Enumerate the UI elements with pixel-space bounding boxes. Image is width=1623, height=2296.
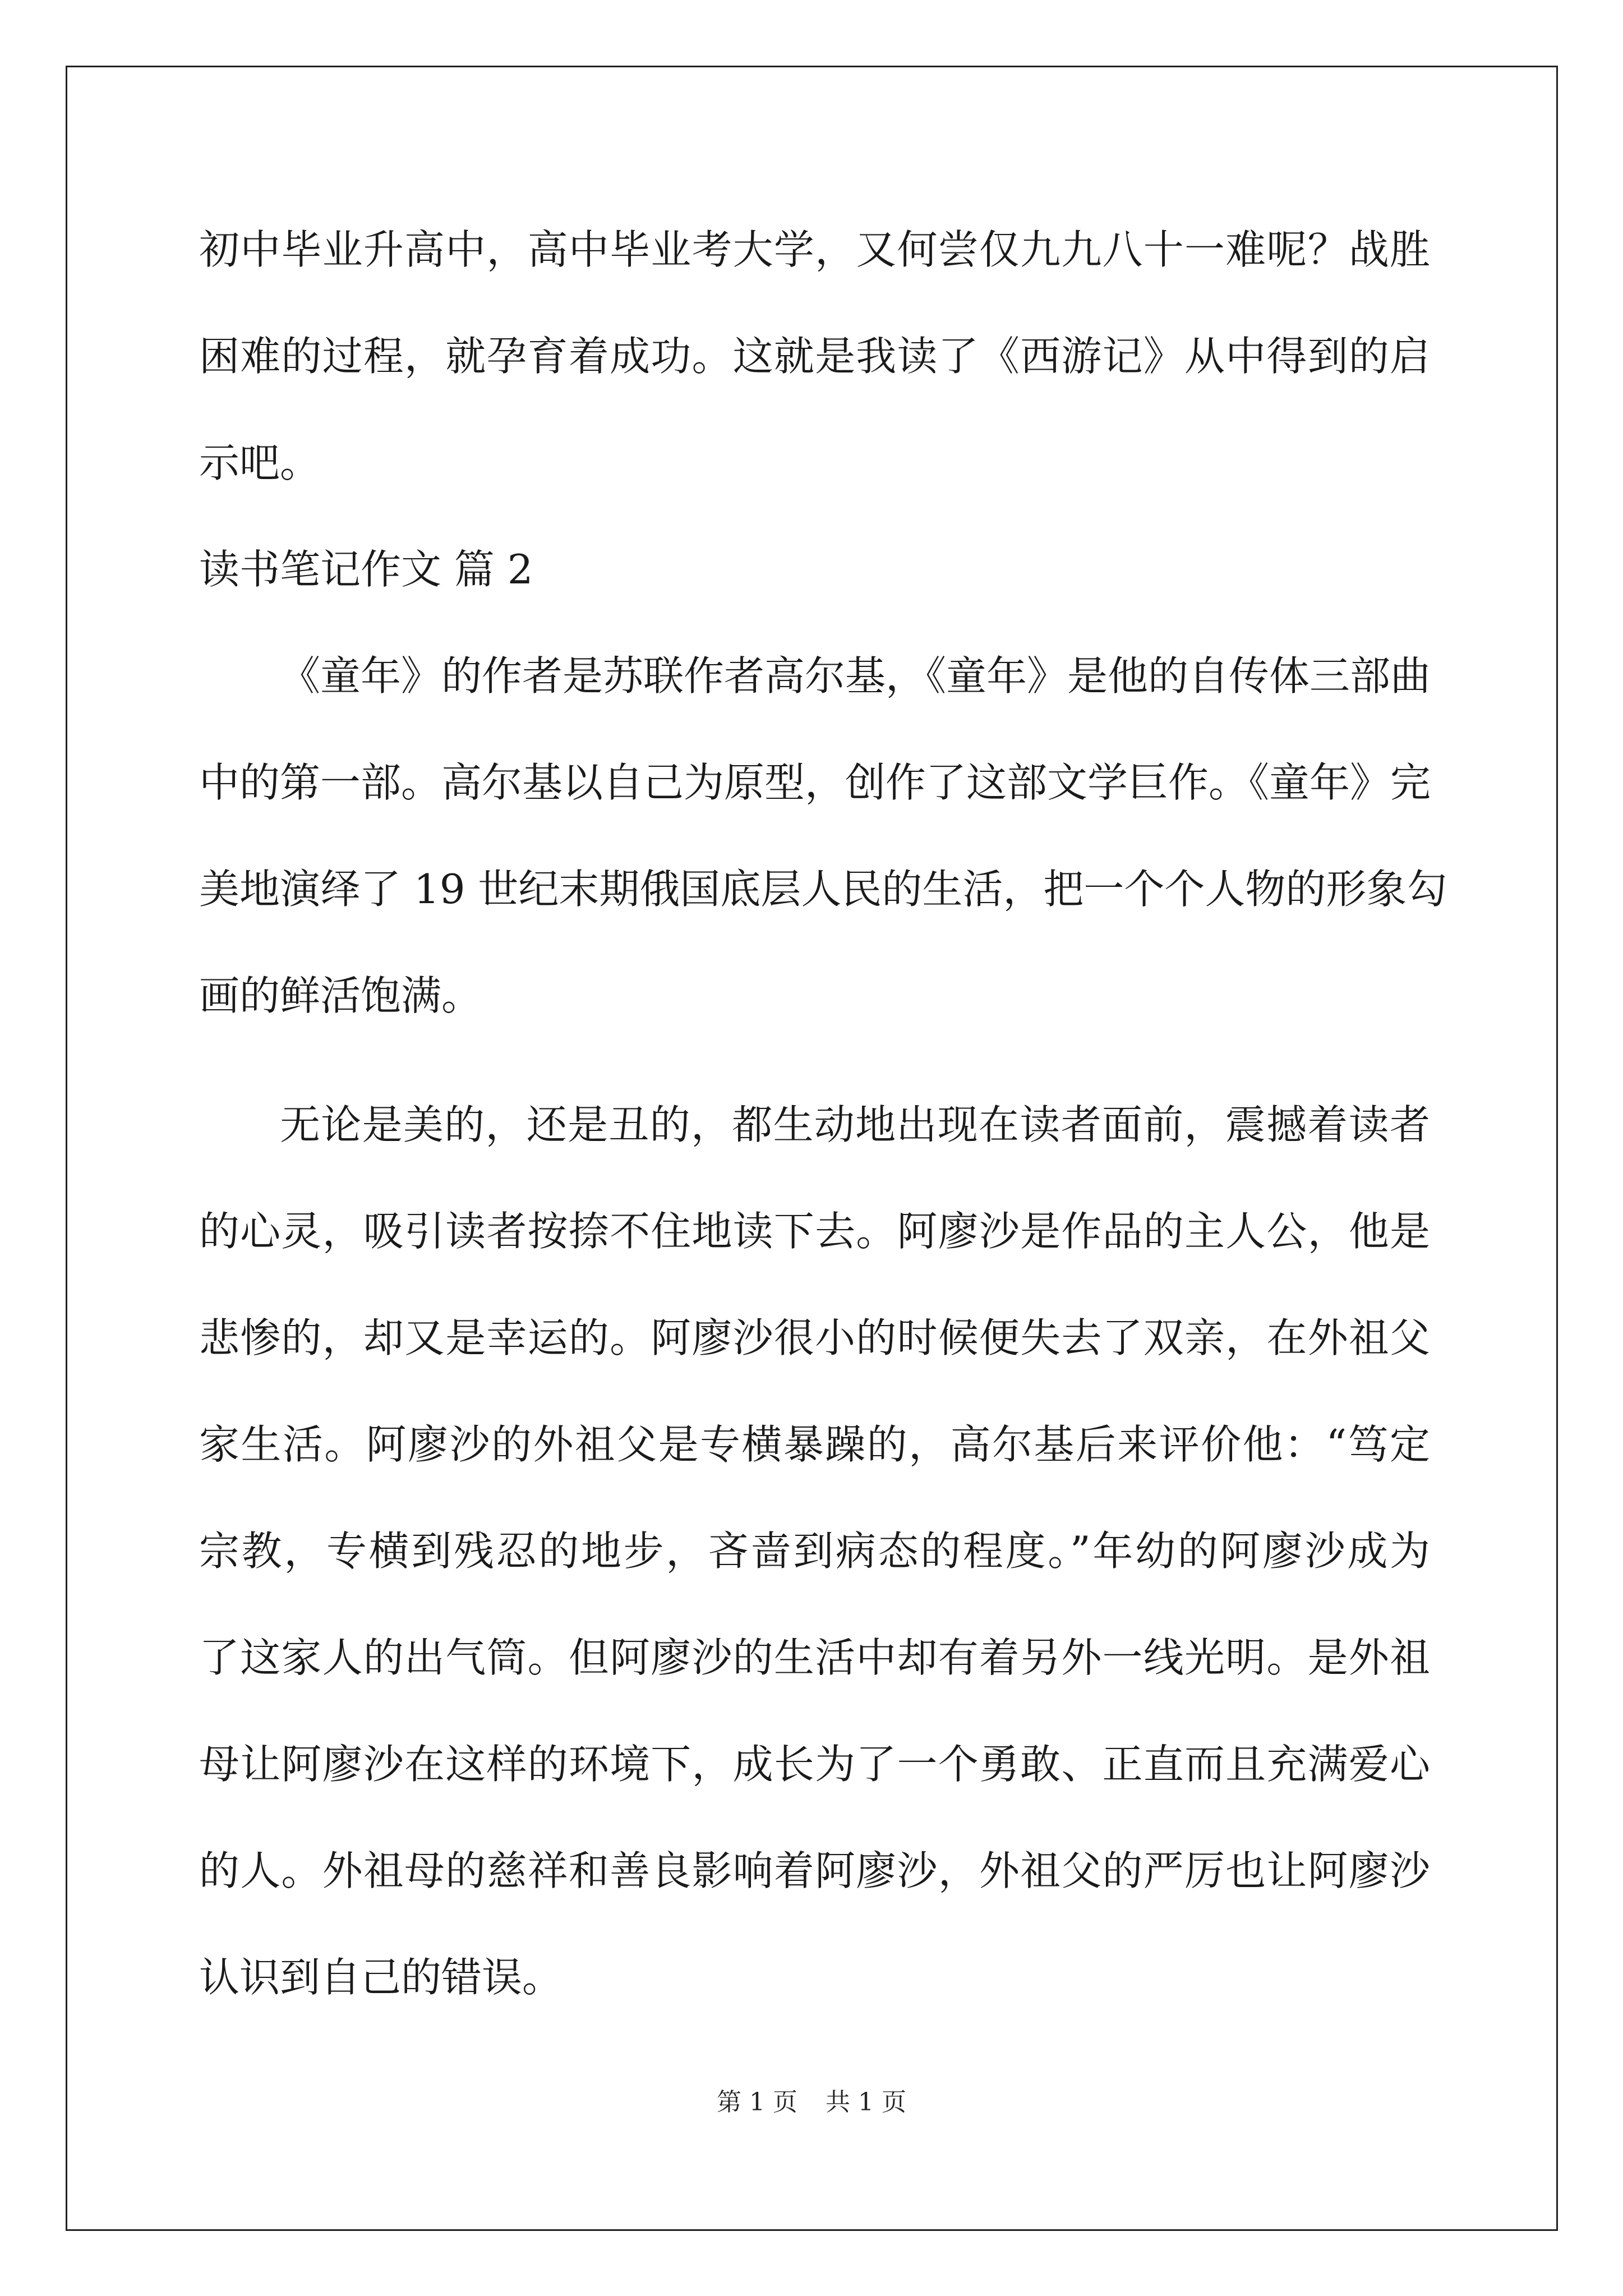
continuation-paragraph <box>199 216 1430 536</box>
text-line: 初中毕业升高中，高中毕业考大学，又何尝仅九九八十一难呢？战胜 <box>199 226 1430 273</box>
text-line: 的人。外祖母的慈祥和善良影响着阿廖沙，外祖父的严厉也让阿廖沙 <box>199 1847 1430 1894</box>
page-number: 第 1 页 <box>717 2088 797 2116</box>
text-line: 的心灵，吸引读者按捺不住地读下去。阿廖沙是作品的主人公，他是 <box>199 1208 1430 1255</box>
paragraph-alyosha <box>199 1091 1430 2050</box>
text-line: 困难的过程，就孕育着成功。这就是我读了《西游记》从中得到的启 <box>199 333 1430 380</box>
text-line: 宗教，专横到残忍的地步，吝啬到病态的程度。”年幼的阿廖沙成为 <box>199 1527 1430 1575</box>
text-line: 了这家人的出气筒。但阿廖沙的生活中却有着另外一线光明。是外祖 <box>199 1634 1430 1681</box>
text-line: 中的第一部。高尔基以自己为原型，创作了这部文学巨作。《童年》完 <box>199 759 1431 806</box>
page-total: 共 1 页 <box>826 2088 906 2116</box>
text-line: 美地演绎了 19 世纪末期俄国底层人民的生活，把一个个人物的形象勾 <box>199 866 1447 913</box>
paragraph-childhood-intro <box>199 642 1447 1069</box>
text-line: 悲惨的，却又是幸运的。阿廖沙很小的时候便失去了双亲，在外祖父 <box>199 1314 1430 1361</box>
page-footer <box>0 2086 1623 2119</box>
text-line: 认识到自己的错误。 <box>199 1954 563 2001</box>
text-line: 《童年》的作者是苏联作者高尔基，《童年》是他的自传体三部曲 <box>280 652 1431 700</box>
text-line: 示吧。 <box>199 439 321 486</box>
text-line: 无论是美的，还是丑的，都生动地出现在读者面前，震撼着读者 <box>280 1101 1430 1148</box>
text-line: 画的鲜活饱满。 <box>199 972 482 1019</box>
text-line: 母让阿廖沙在这样的环境下，成长为了一个勇敢、正直而且充满爱心 <box>199 1741 1430 1788</box>
section-heading: 读书笔记作文 篇 2 <box>199 546 533 593</box>
paragraph-spacer <box>199 1069 1430 1091</box>
text-line: 家生活。阿廖沙的外祖父是专横暴躁的，高尔基后来评价他：“笃定 <box>199 1421 1430 1468</box>
document-body <box>199 216 1447 2050</box>
